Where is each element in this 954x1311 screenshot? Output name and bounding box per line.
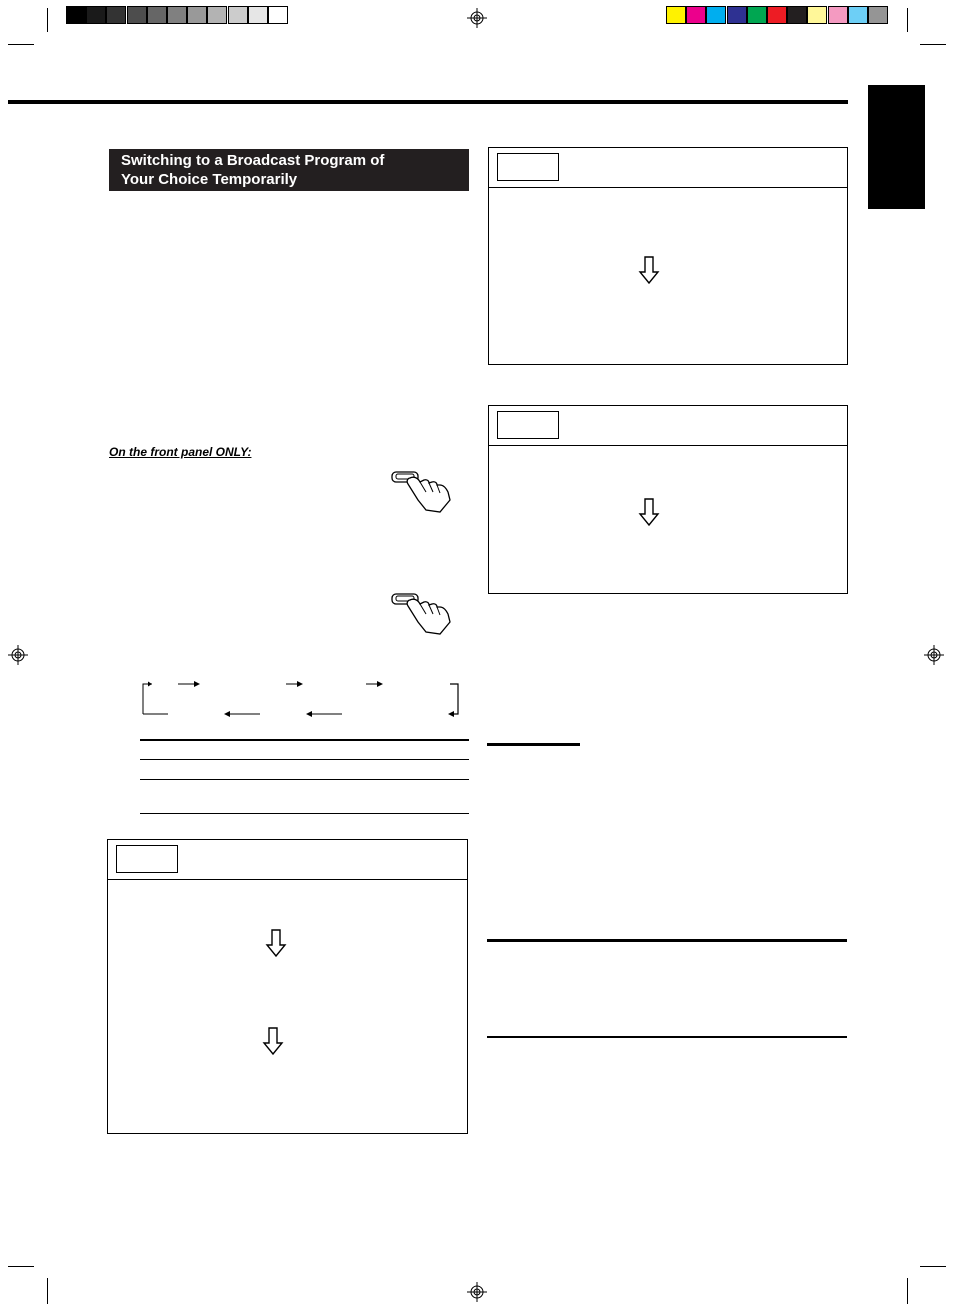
section-title-line-1: Switching to a Broadcast Program of: [121, 152, 385, 169]
language-side-tab: [868, 85, 925, 209]
gray-swatch: [86, 6, 106, 24]
color-swatch: [706, 6, 726, 24]
example-label-box: [116, 845, 178, 873]
color-swatch: [807, 6, 827, 24]
top-rule: [8, 100, 848, 104]
table-rule: [140, 739, 469, 741]
example-box-right-middle: [488, 405, 848, 594]
crop-mark: [907, 1278, 908, 1304]
registration-crosshair-icon: [8, 645, 28, 665]
gray-swatch: [228, 6, 248, 24]
color-swatch: [747, 6, 767, 24]
gray-swatch: [248, 6, 268, 24]
color-swatch: [787, 6, 807, 24]
hand-pressing-button-icon: [390, 592, 452, 636]
color-swatch: [727, 6, 747, 24]
table-rule: [140, 759, 469, 760]
crop-mark: [47, 8, 48, 32]
gray-swatch: [187, 6, 207, 24]
crop-mark: [47, 1278, 48, 1304]
table-rule: [140, 779, 469, 780]
front-panel-note: On the front panel ONLY:: [109, 445, 252, 459]
box-header-divider: [489, 187, 847, 188]
registration-crosshair-icon: [467, 1282, 487, 1302]
gray-swatch: [207, 6, 227, 24]
cycle-flow-diagram: [138, 676, 468, 720]
crop-mark: [8, 1266, 34, 1267]
color-swatch: [848, 6, 868, 24]
hollow-down-arrow-icon: [637, 497, 661, 527]
registration-crosshair-icon: [924, 645, 944, 665]
example-label-box: [497, 411, 559, 439]
section-title-line-2: Your Choice Temporarily: [121, 171, 298, 188]
section-rule: [487, 939, 847, 942]
gray-swatch: [106, 6, 126, 24]
section-title: [109, 149, 469, 191]
box-header-divider: [108, 879, 467, 880]
example-label-box: [497, 153, 559, 181]
color-swatch: [828, 6, 848, 24]
section-rule: [487, 1036, 847, 1038]
gray-swatch: [268, 6, 288, 24]
gray-swatch: [147, 6, 167, 24]
color-swatch: [666, 6, 686, 24]
gray-swatch: [127, 6, 147, 24]
example-box-left: [107, 839, 468, 1134]
crop-mark: [920, 1266, 946, 1267]
example-box-right-top: [488, 147, 848, 365]
hollow-down-arrow-icon: [637, 255, 661, 285]
hollow-down-arrow-icon: [261, 1026, 285, 1056]
gray-swatch: [167, 6, 187, 24]
color-swatch: [686, 6, 706, 24]
registration-crosshair-icon: [467, 8, 487, 28]
color-swatch: [767, 6, 787, 24]
gray-swatch: [66, 6, 86, 24]
crop-mark: [907, 8, 908, 32]
notes-heading-rule: [487, 743, 580, 746]
color-swatch: [868, 6, 888, 24]
box-header-divider: [489, 445, 847, 446]
hand-pressing-button-icon: [390, 470, 452, 514]
table-rule: [140, 813, 469, 814]
hollow-down-arrow-icon: [264, 928, 288, 958]
crop-mark: [920, 44, 946, 45]
crop-mark: [8, 44, 34, 45]
